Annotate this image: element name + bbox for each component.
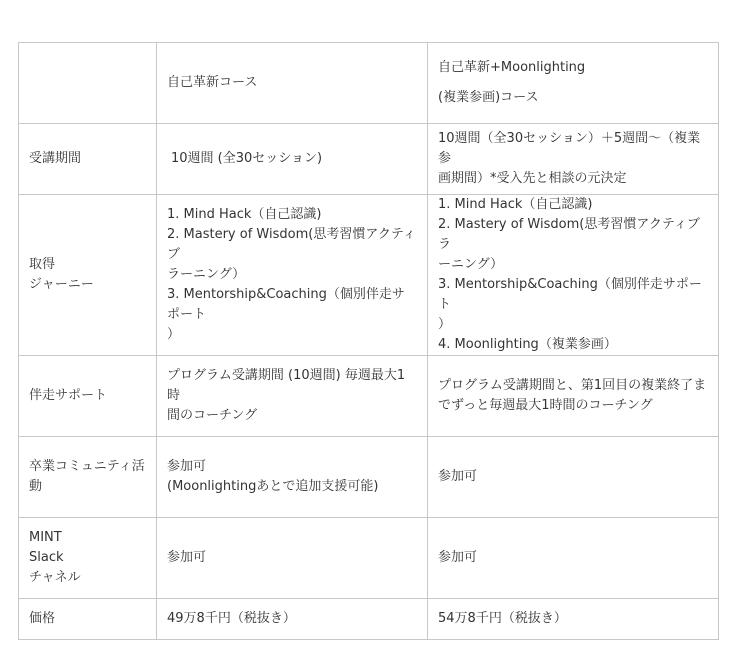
cell-text: 2. Mastery of Wisdom(思考習慣アクティブラ [438,217,700,252]
cell-text: プログラム受講期間と、第1回目の複業終了ま [438,378,707,393]
course1-cell [157,437,428,518]
row-label-cell [19,124,157,195]
cell-text: 3. Mentorship&Coaching（個別伴走サポート [438,277,702,312]
cell-text: プログラム受講期間 (10週間) 毎週最大1時 [167,368,406,403]
row-label: 取得 [29,257,56,272]
table-row [19,356,719,437]
header-corner-cell [19,43,157,124]
table-header-row [19,43,719,124]
row-label: MINT [29,530,62,545]
course1-cell [157,599,428,640]
cell-text: 4. Moonlighting（複業参画） [438,337,617,352]
cell-text: ーニング） [438,257,504,272]
cell-text: でずっと毎週最大1時間のコーチング [438,398,653,413]
cell-text: 10週間（全30セッション）＋5週間〜（複業参 [438,131,701,166]
cell-text: ラーニング） [167,267,246,282]
course1-cell [157,195,428,356]
table-row [19,195,719,356]
course1-cell [157,356,428,437]
cell-text: 参加可 [438,550,478,565]
table-row [19,599,719,640]
course2-cell [428,124,719,195]
price-text: 54万8千円（税抜き） [438,611,567,626]
table-row [19,437,719,518]
row-label-cell [19,599,157,640]
row-label: ジャーニー [29,277,94,292]
course2-cell [428,599,719,640]
course1-cell [157,124,428,195]
cell-text: 3. Mentorship&Coaching（個別伴走サポート [167,287,405,322]
cell-text: 参加可 [438,469,478,484]
cell-text: ） [167,327,181,342]
price-text: 49万8千円（税抜き） [167,611,296,626]
row-label-cell [19,437,157,518]
course2-cell [428,356,719,437]
row-label-cell [19,518,157,599]
cell-text: 1. Mind Hack（自己認識) [438,197,593,212]
row-label: 受講期間 [29,151,82,166]
table-row [19,518,719,599]
row-label: 伴走サポート [29,388,108,403]
row-label-cell [19,195,157,356]
table-row [19,124,719,195]
row-label: 価格 [29,611,56,626]
cell-text: (Moonlightingあとで追加支援可能) [167,479,379,494]
header-course2-cell [428,43,719,124]
row-label: チャネル [29,570,81,585]
cell-text: 2. Mastery of Wisdom(思考習慣アクティブ [167,227,416,262]
row-label-cell [19,356,157,437]
header-course1-cell [157,43,428,124]
cell-text: 1. Mind Hack（自己認識) [167,207,322,222]
cell-text: 参加可 [167,550,207,565]
course1-title: 自己革新コース [167,75,258,90]
course-comparison-table [18,42,719,640]
cell-text: 画期間）*受入先と相談の元決定 [438,171,627,186]
course1-cell [157,518,428,599]
cell-text: 間のコーチング [167,408,258,423]
course2-title-line1: 自己革新+Moonlighting [438,60,586,75]
cell-text: 参加可 [167,459,207,474]
course2-title-line2: (複業参画)コース [438,90,539,105]
course2-cell [428,518,719,599]
course2-cell [428,437,719,518]
cell-text: 10週間 (全30セッション) [171,151,323,166]
cell-text: ） [438,317,452,332]
row-label: 卒業コミュニティ活 [29,459,145,474]
row-label: 動 [29,479,43,494]
row-label: Slack [29,550,64,565]
course2-cell [428,195,719,356]
